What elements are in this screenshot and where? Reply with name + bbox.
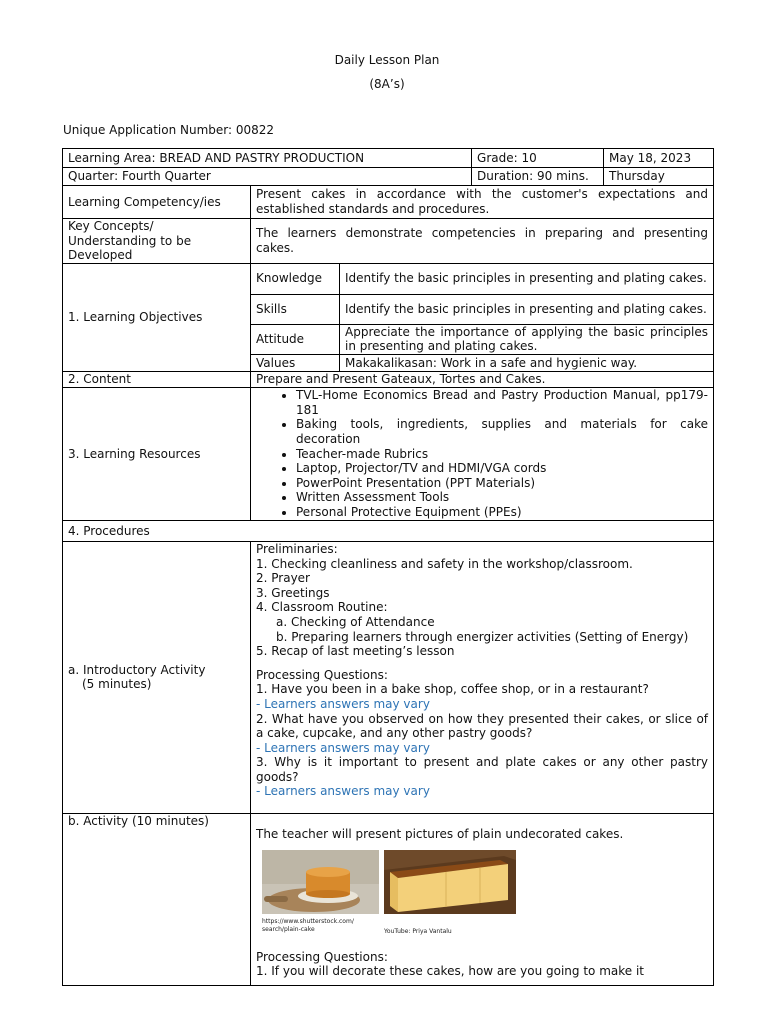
intro-duration: (5 minutes) [82, 677, 152, 692]
objective-text: Identify the basic principles in presenting and plating cakes. [340, 263, 714, 294]
date: May 18, 2023 [604, 149, 714, 168]
learning-area: Learning Area: BREAD AND PASTRY PRODUCTION [63, 149, 472, 168]
intro-label: a. Introductory Activity [68, 662, 206, 677]
list-item: 3. Greetings [256, 585, 330, 600]
key-concepts-label: Key Concepts/ Understanding to be Developed [63, 219, 251, 264]
list-item: • Teacher-made Rubrics [296, 447, 708, 462]
resources-row [63, 387, 714, 520]
objective-row [63, 263, 714, 294]
quarter: Quarter: Fourth Quarter [63, 168, 472, 186]
intro-content [251, 541, 714, 813]
photo-2-caption: YouTube: Priya Vantalu [384, 927, 452, 935]
list-item: • Laptop, Projector/TV and HDMI/VGA cords [296, 461, 708, 476]
objective-name: Skills [251, 294, 340, 324]
intro-label-cell [63, 541, 251, 813]
key-concepts-row [63, 219, 714, 264]
plain-cake-photo-1 [262, 850, 379, 914]
duration: Duration: 90 mins. [472, 168, 604, 186]
list-item: • Baking tools, ingredients, supplies and materials for cake decoration [296, 417, 708, 446]
processing-questions-title: Processing Questions: [256, 667, 388, 682]
competency-value: Present cakes in accordance with the customer's expectations and established standards and procedures. [251, 186, 714, 219]
activity-row [63, 813, 714, 985]
content-value: Prepare and Present Gateaux, Tortes and Cakes. [251, 371, 714, 387]
question: 1. Have you been in a bake shop, coffee shop, or in a restaurant? [256, 682, 649, 697]
list-item: 4. Classroom Routine: [256, 600, 388, 615]
question: 1. If you will decorate these cakes, how are you going to make it [256, 964, 644, 979]
objective-text: Identify the basic principles in presenting and plating cakes. [340, 294, 714, 324]
grade: Grade: 10 [472, 149, 604, 168]
list-item: 5. Recap of last meeting’s lesson [256, 644, 455, 659]
list-item: 2. Prayer [256, 571, 310, 586]
list-item: • Written Assessment Tools [296, 490, 708, 505]
objectives-label: 1. Learning Objectives [63, 263, 251, 371]
list-item: • TVL-Home Economics Bread and Pastry Production Manual, pp179-181 [296, 388, 708, 417]
answer: - Learners answers may vary [256, 740, 430, 755]
resources-label: 3. Learning Resources [63, 387, 251, 520]
prelim-title: Preliminaries: [256, 541, 338, 556]
intro-activity-row [63, 541, 714, 813]
objective-name: Values [251, 354, 340, 371]
list-item: b. Preparing learners through energizer activities (Setting of Energy) [276, 629, 689, 644]
document-section: (8A’s) [369, 77, 405, 91]
activity-content [251, 813, 714, 985]
plain-cake-photo-2 [384, 850, 516, 914]
list-item: 1. Checking cleanliness and safety in the workshop/classroom. [256, 556, 633, 571]
question: 3. Why is it important to present and plate cakes or any other pastry goods? [256, 755, 709, 784]
activity-intro: The teacher will present pictures of plain undecorated cakes. [256, 826, 624, 841]
lesson-plan-table [62, 148, 714, 986]
photo-1-caption [262, 918, 354, 934]
procedures-row [63, 520, 714, 541]
list-item: a. Checking of Attendance [276, 614, 435, 629]
key-concepts-value: The learners demonstrate competencies in preparing and presenting cakes. [251, 219, 714, 264]
objective-name: Knowledge [251, 263, 340, 294]
resources-list [256, 388, 708, 519]
objective-name: Attitude [251, 324, 340, 354]
cake-pictures [256, 850, 708, 950]
info-row-2 [63, 168, 714, 186]
question: 2. What have you observed on how they presented their cakes, or slice of a cake, cupcake, and any other pastry goods? [256, 711, 709, 741]
answer: - Learners answers may vary [256, 784, 430, 799]
day: Thursday [604, 168, 714, 186]
activity-label: b. Activity (10 minutes) [63, 813, 251, 985]
competency-label: Learning Competency/ies [63, 186, 251, 219]
caption-line: https://www.shutterstock.com/ [262, 917, 354, 925]
competency-row [63, 186, 714, 219]
objective-text: Makakalikasan: Work in a safe and hygienic way. [340, 354, 714, 371]
info-row-1 [63, 149, 714, 168]
processing-questions-title: Processing Questions: [256, 949, 388, 964]
content-row [63, 371, 714, 387]
document-title: Daily Lesson Plan [334, 53, 440, 67]
list-item: • PowerPoint Presentation (PPT Materials) [296, 476, 708, 491]
caption-line: search/plain-cake [262, 925, 315, 933]
procedures-label: 4. Procedures [63, 520, 714, 541]
content-label: 2. Content [63, 371, 251, 387]
unique-application-number: Unique Application Number: 00822 [63, 123, 275, 137]
resources-list-cell [251, 387, 714, 520]
answer: - Learners answers may vary [256, 696, 430, 711]
list-item: • Personal Protective Equipment (PPEs) [296, 505, 708, 520]
objective-text: Appreciate the importance of applying the basic principles in presenting and plating cakes. [340, 324, 714, 354]
